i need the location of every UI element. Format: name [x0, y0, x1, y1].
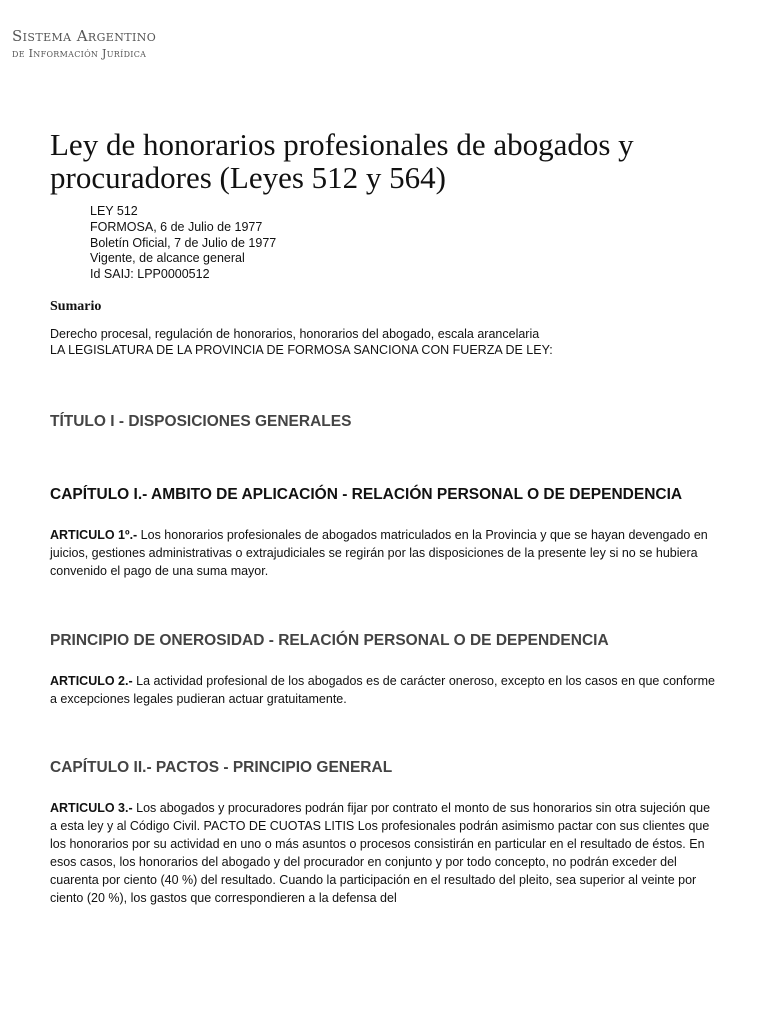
logo-line-2: de Información Jurídica	[12, 47, 147, 60]
article-3-text: Los abogados y procuradores podrán fijar por contrato el monto de sus honorarios sin otra sujeción que a esta ley y al Código Civil. PACTO DE CUOTAS LITIS Los profesionales podrán asimismo pactar con sus clientes que los honorarios por su actividad en uno o más asuntos o procesos consistirán en particular en el resultado de éstos. En esos casos, los honorarios del abogado y del procurador en conjunto y por todo concepto, no podrán exceder del cuarenta por ciento (40 %) del resultado. Cuando la participación en el resultado del pleito, sea superior al veinte por ciento (20 %), los gastos que correspondieren a la defensa del	[50, 800, 711, 905]
logo-line-1: Sistema Argentino	[12, 27, 157, 45]
sumario-text: Derecho procesal, regulación de honorarios, honorarios del abogado, escala arancelaria	[50, 326, 540, 341]
meta-id-saij: Id SAIJ: LPP0000512	[90, 267, 210, 282]
article-1-text: Los honorarios profesionales de abogados matriculados en la Provincia y que se hayan devengado en juicios, gestiones administrativas o extrajudiciales se regirán por las disposiciones de la presente ley si no se hubiera convenido el pago de una suma mayor.	[50, 527, 708, 578]
legislatura-statement: LA LEGISLATURA DE LA PROVINCIA DE FORMOSA SANCIONA CON FUERZA DE LEY:	[50, 342, 553, 357]
titulo-1-heading: TÍTULO I - DISPOSICIONES GENERALES	[50, 412, 352, 430]
article-2	[50, 672, 720, 708]
article-2-text: La actividad profesional de los abogados es de carácter oneroso, excepto en los casos en que conforme a excepciones legales pudieran actuar gratuitamente.	[50, 673, 715, 706]
saij-logo	[12, 29, 156, 59]
meta-vigencia: Vigente, de alcance general	[90, 251, 245, 266]
law-metadata	[90, 204, 720, 283]
article-2-label: ARTICULO 2.-	[50, 673, 133, 688]
article-3	[50, 799, 720, 907]
sumario-heading: Sumario	[50, 298, 102, 314]
meta-boletin: Boletín Oficial, 7 de Julio de 1977	[90, 235, 277, 250]
document-body	[50, 128, 720, 907]
capitulo-2-heading: CAPÍTULO II.- PACTOS - PRINCIPIO GENERAL	[50, 758, 393, 776]
meta-ley: LEY 512	[90, 204, 138, 218]
capitulo-1-heading: CAPÍTULO I.- AMBITO DE APLICACIÓN - RELACIÓN PERSONAL O DE DEPENDENCIA	[50, 485, 683, 503]
meta-lugar-fecha: FORMOSA, 6 de Julio de 1977	[90, 219, 263, 234]
principio-onerosidad-heading: PRINCIPIO DE ONEROSIDAD - RELACIÓN PERSONAL O DE DEPENDENCIA	[50, 631, 609, 649]
document-title: Ley de honorarios profesionales de abogados y procuradores (Leyes 512 y 564)	[50, 127, 634, 195]
article-1	[50, 526, 720, 580]
article-1-label: ARTICULO 1º.-	[50, 527, 138, 542]
article-3-label: ARTICULO 3.-	[50, 800, 133, 815]
